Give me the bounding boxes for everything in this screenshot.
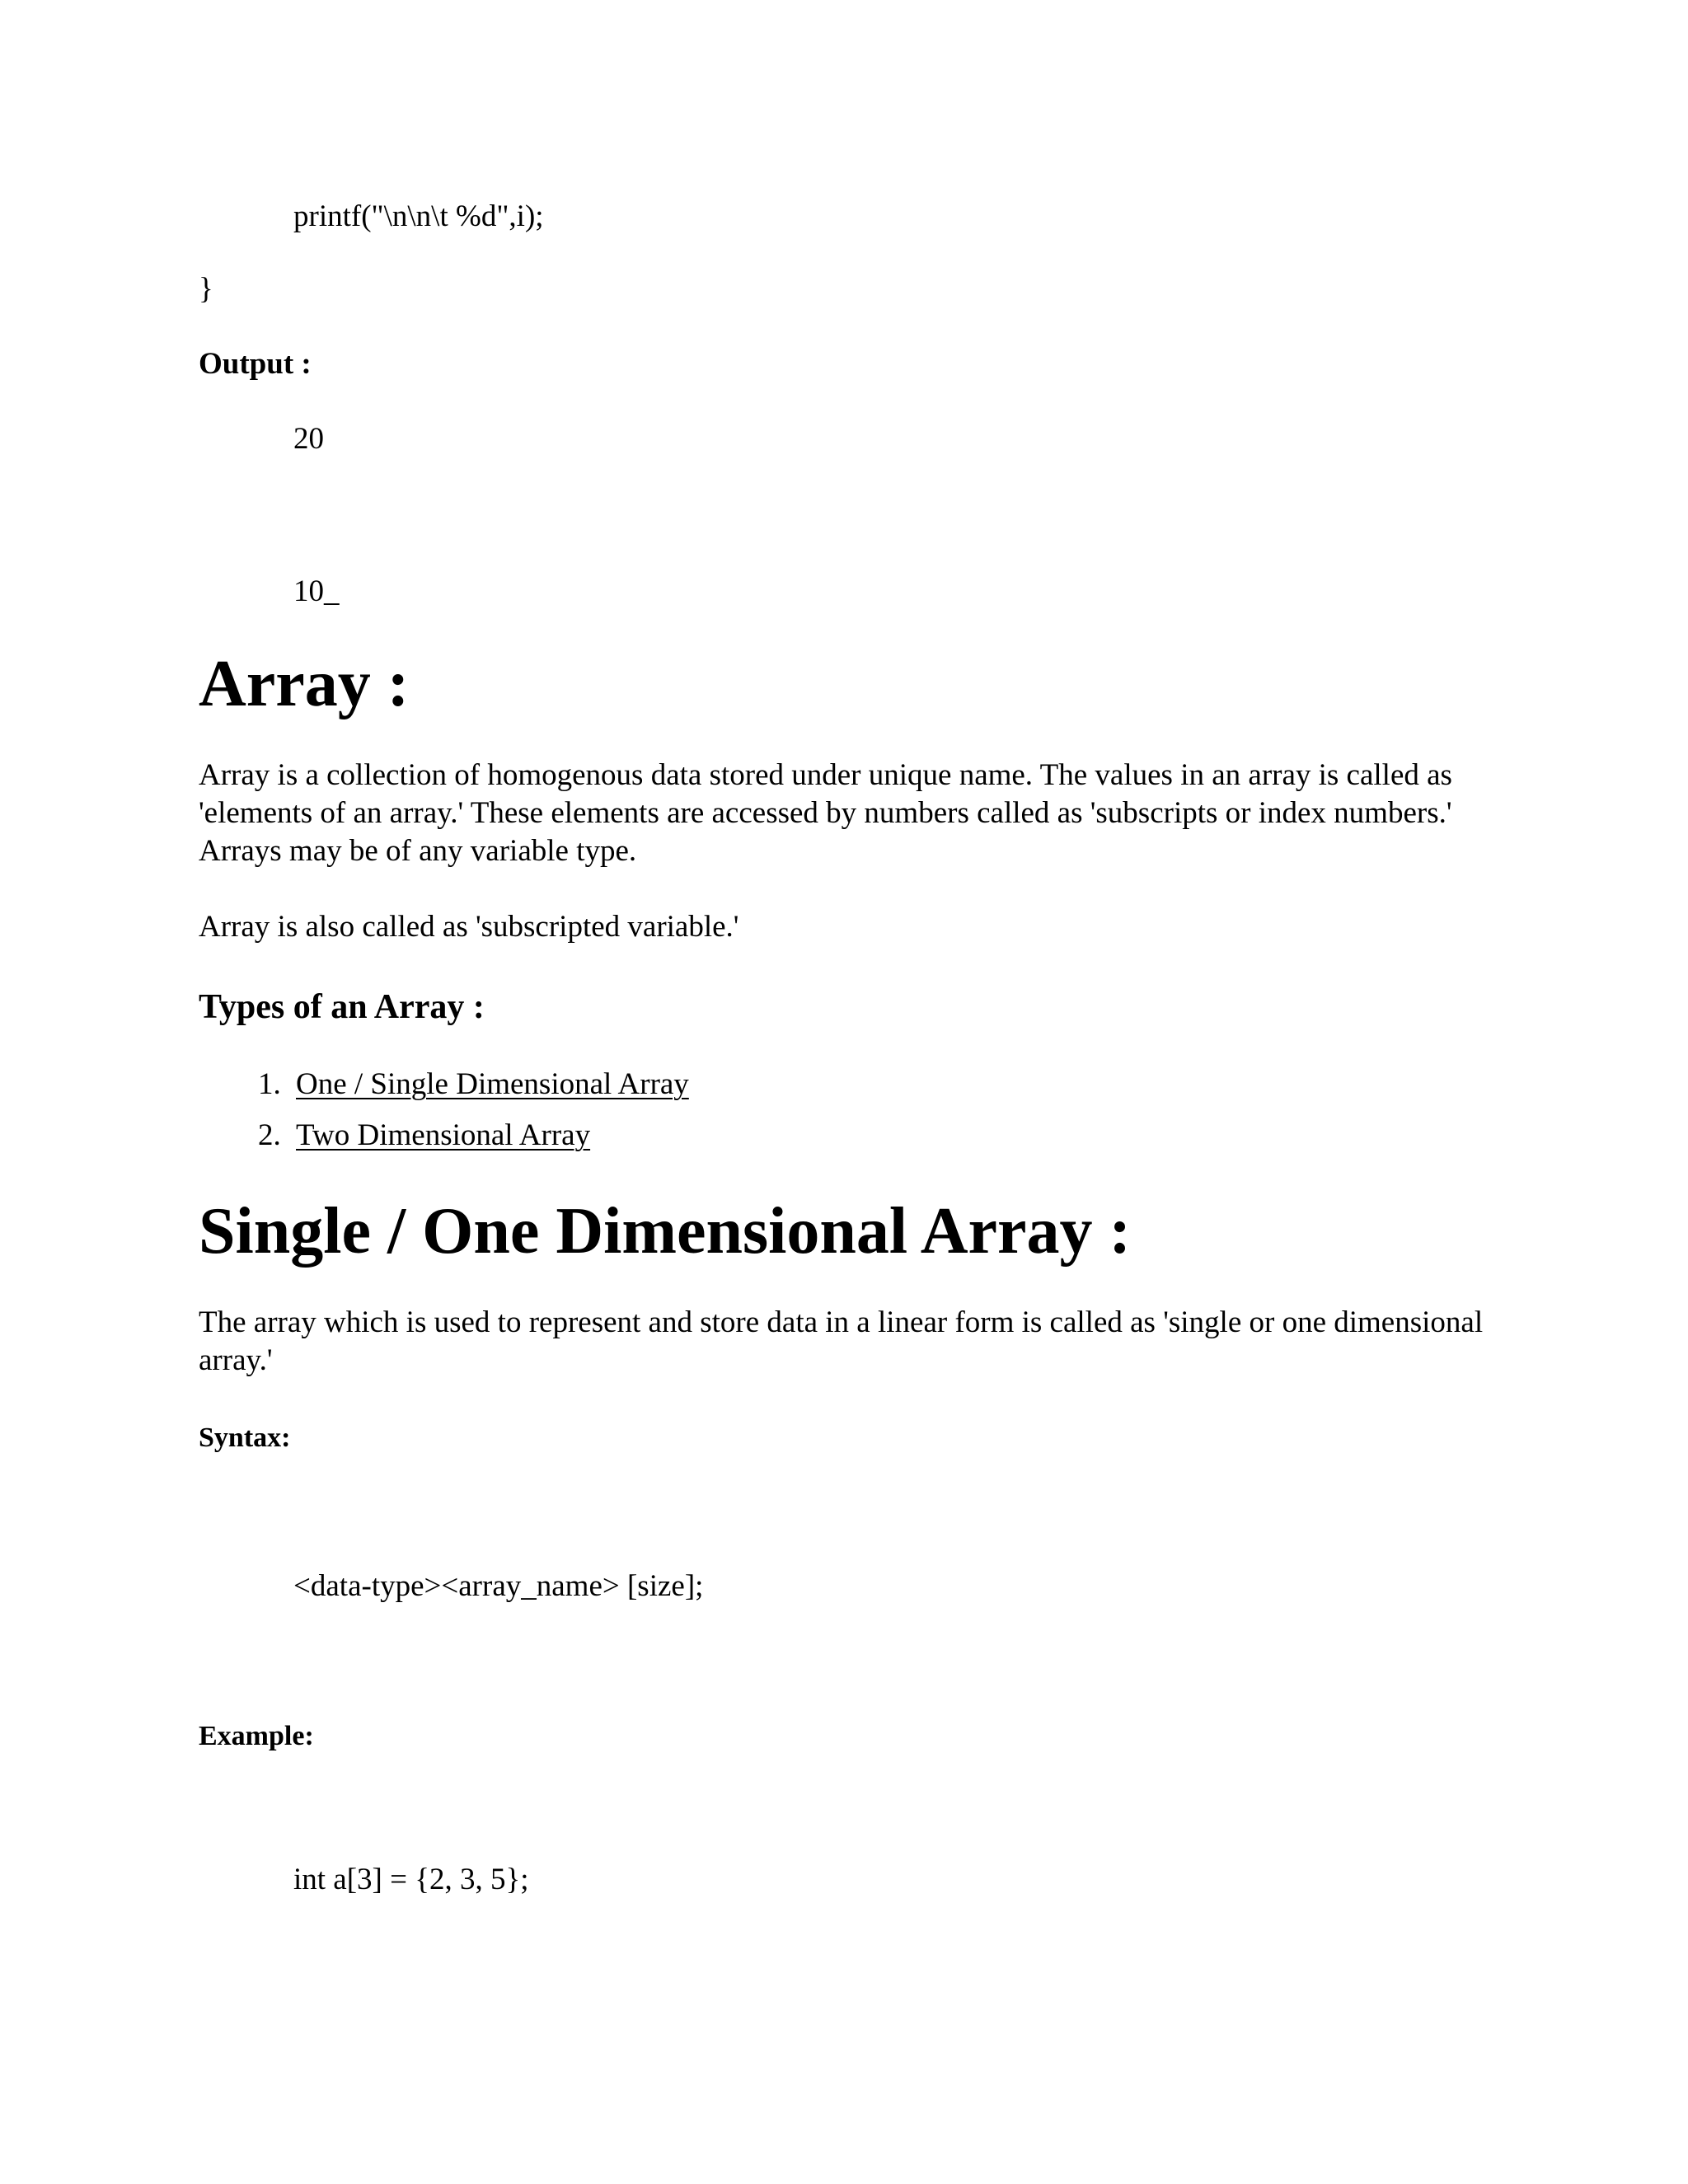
output-value-second: 10_ bbox=[293, 574, 340, 608]
output-value-first: 20 bbox=[293, 422, 324, 456]
types-list bbox=[199, 1066, 689, 1168]
list-item bbox=[199, 1066, 689, 1117]
code-closing-brace: } bbox=[199, 272, 213, 306]
array-subscripted-note: Array is also called as 'subscripted variable.' bbox=[199, 910, 739, 944]
types-heading: Types of an Array : bbox=[199, 988, 485, 1026]
output-label: Output : bbox=[199, 347, 312, 381]
list-item-number: 2. bbox=[258, 1118, 281, 1152]
example-code: int a[3] = {2, 3, 5}; bbox=[293, 1863, 529, 1896]
single-array-description: The array which is used to represent and store data in a linear form is called as 'single or one dimensional array.' bbox=[199, 1305, 1484, 1377]
array-heading: Array : bbox=[199, 648, 410, 720]
link-one-dimensional-array[interactable]: One / Single Dimensional Array bbox=[296, 1067, 689, 1101]
array-description: Array is a collection of homogenous data stored under unique name. The values in an array is called as 'elements of an array.' These elements are accessed by numbers called as 'subscripts or index numbers.' Arrays may be of any variable type. bbox=[199, 758, 1452, 868]
list-item bbox=[199, 1117, 689, 1168]
example-label: Example: bbox=[199, 1721, 314, 1751]
list-item-number: 1. bbox=[258, 1067, 281, 1101]
code-printf-line: printf("\n\n\t %d",i); bbox=[293, 199, 544, 233]
syntax-code: <data-type><array_name> [size]; bbox=[293, 1569, 704, 1603]
syntax-label: Syntax: bbox=[199, 1422, 291, 1453]
link-two-dimensional-array[interactable]: Two Dimensional Array bbox=[296, 1118, 591, 1152]
single-array-heading: Single / One Dimensional Array : bbox=[199, 1195, 1132, 1268]
